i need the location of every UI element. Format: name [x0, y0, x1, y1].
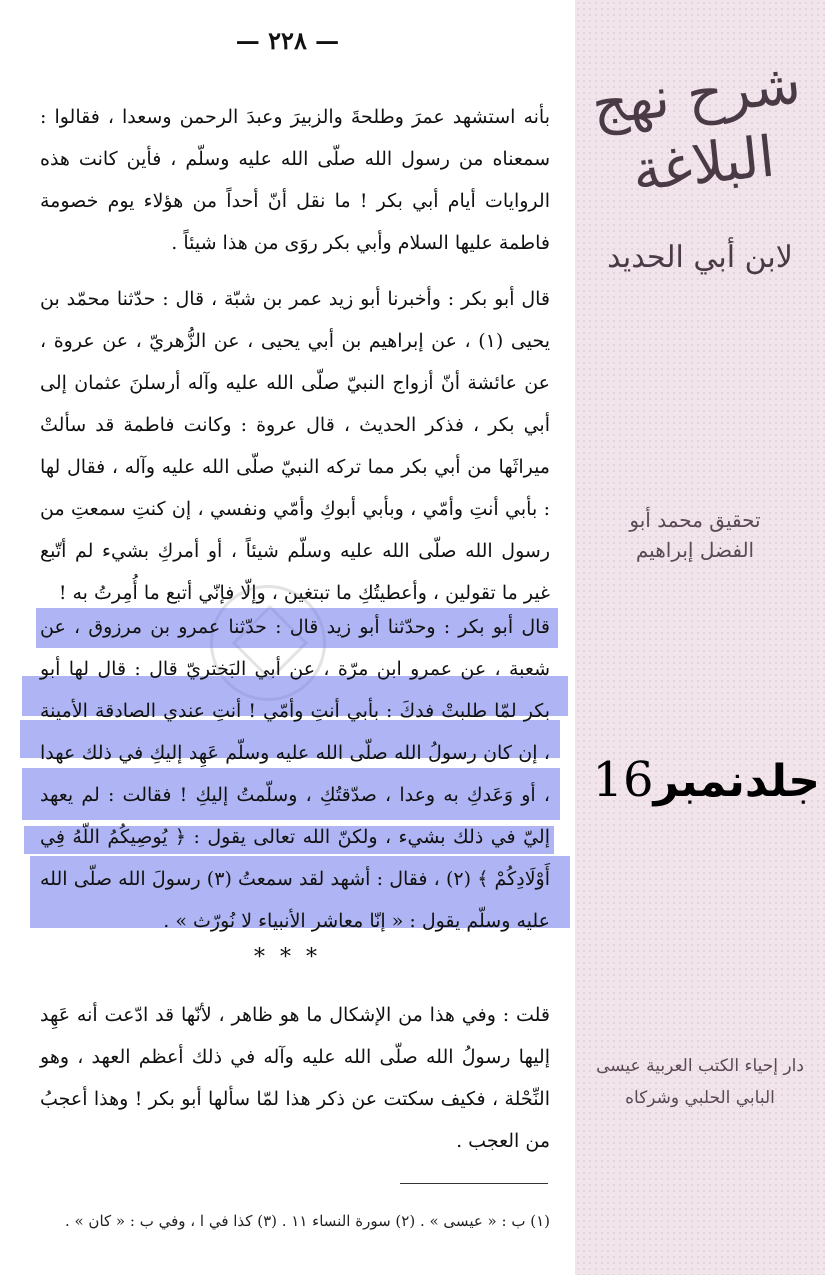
paragraph-3: قال أبو بكر : وحدّثنا أبو زيد قال : حدّثنا عمرو بن مرزوق ، عن شعبة ، عن عمرو ابن مرّة ، عن أبي البَختريّ قال : قال لها أبو بكر لمّا طلبتْ فدكَ : بأبي أنتِ وأمّي ! أنتِ عندي الصادقة الأمينة ، إن كان رسولُ الله صلّى الله عليه وسلّم عَهِد إليكِ في ذلك عهدا ، أو وَعَدكِ به وعدا ، صدّقتُكِ ، وسلّمتُ إليكِ ! فقالت : لم يعهد إليّ في ذلك بشيء ، ولكنّ الله تعالى يقول : ﴿ يُوصِيكُمُ اللّهُ فِي أَوْلَادِكُمْ ﴾ (٢) ، فقال : أشهد لقد سمعتُ (٣) رسولَ الله صلّى الله عليه وسلّم يقول : « إنّا معاشر الأنبياء لا نُورّث » . — [40, 616, 550, 932]
volume-number: 16 — [592, 752, 654, 808]
footnote-rule — [400, 1183, 548, 1184]
cover-author: لابن أبي الحديد — [607, 240, 793, 275]
paragraph-4: قلت : وفي هذا من الإشكال ما هو ظاهر ، لأنّها قد ادّعت أنه عَهِد إليها رسولُ الله صلّى الله عليه وآله في ذلك أعظم العهد ، وهو النِّحْلة ، فكيف سكتت عن ذكر هذا لمّا سألها أبو بكر ! وهذا أعجبُ من العجب . — [40, 1004, 550, 1152]
volume-label — [592, 752, 820, 808]
cover-title: شرح نهج البلاغة — [588, 51, 804, 205]
cover-publisher: دار إحياء الكتب العربية عيسى البابي الحلبي وشركاه — [596, 1056, 804, 1108]
section-separator: * * * — [254, 945, 321, 970]
paragraph-1: بأنه استشهد عمرَ وطلحةَ والزبيرَ وعبدَ الرحمن وسعدا ، فقالوا : سمعناه من رسول الله صلّى الله عليه وسلّم ، فأين كانت هذه الروايات أيام أبي بكر ! ما نقل أنّ أحداً من هؤلاء يوم خصومة فاطمة عليها السلام وأبي بكر روَى من هذا شيئاً . — [40, 106, 550, 254]
footnotes: (١) ب : « عيسى » . (٢) سورة النساء ١١ . (٣) كذا في ا ، وفي ب : « كان » . — [64, 1212, 550, 1230]
book-cover — [575, 0, 825, 1275]
volume-label-text: جلدنمبر — [653, 756, 820, 807]
paragraph-2: قال أبو بكر : وأخبرنا أبو زيد عمر بن شبّة ، قال : حدّثنا محمّد بن يحيى (١) ، عن إبراهيم بن أبي يحيى ، عن الزُّهريّ ، عن عروة ، عن عائشة أنّ أزواج النبيّ صلّى الله عليه وآله أرسلنَ عثمان إلى أبي بكر ، فذكر الحديث ، قال عروة : وكانت فاطمة قد سألتْ ميراثَها من أبي بكر مما تركه النبيّ صلّى الله عليه وآله ، فقال لها : بأبي أنتِ وأمّي ، وبأبي أبوكِ وأمّي ونفسي ، إن كنتِ سمعتِ من رسول الله صلّى الله عليه وسلّم شيئاً ، أو أمركِ بشيء لم أتّبع غير ما تقولين ، وأعطيتُكِ ما تبتغين ، وإلّا فإنّي أتبع ما أُمِرتُ به ! — [40, 288, 550, 604]
page-number: — ٢٢٨ — — [235, 26, 340, 55]
cover-editor: تحقيق محمد أبو الفضل إبراهيم — [629, 508, 761, 562]
